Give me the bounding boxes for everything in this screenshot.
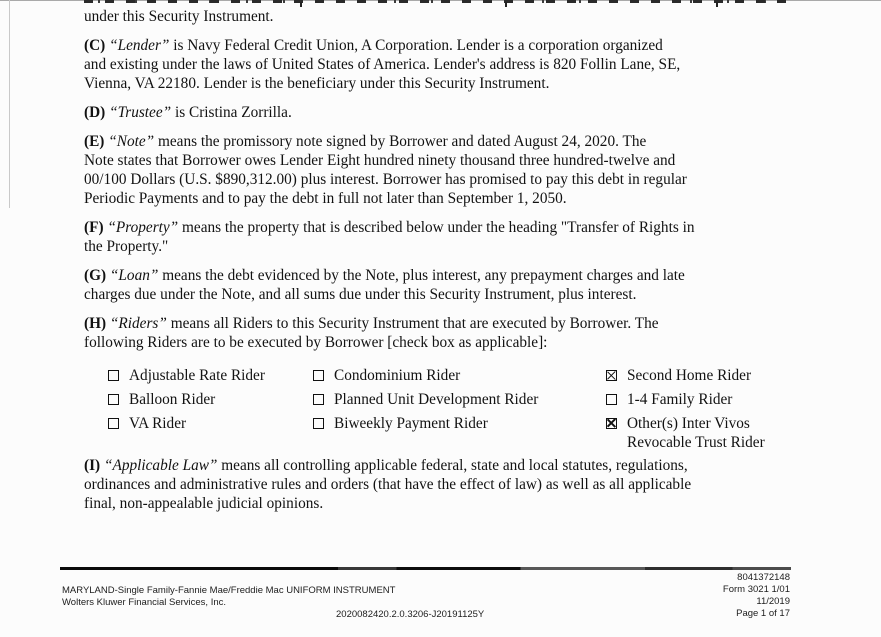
defined-term: “Note” bbox=[104, 133, 155, 150]
rider-option bbox=[606, 414, 794, 452]
rider-label: Adjustable Rate Rider bbox=[129, 367, 265, 384]
paragraph-label: (C) bbox=[84, 37, 106, 54]
text-line: (C) “Lender” is Navy Federal Credit Union, A Corporation. Lender is a corporation organized bbox=[84, 37, 663, 54]
checkbox-unchecked-icon[interactable] bbox=[606, 394, 617, 405]
footer-version-code: 2020082420.2.0.3206-J20191125Y bbox=[336, 609, 485, 620]
defined-term: “Applicable Law” bbox=[100, 457, 218, 474]
rider-option bbox=[108, 414, 313, 433]
text-line: Note states that Borrower owes Lender Eight hundred ninety thousand three hundred-twelve and bbox=[84, 152, 676, 169]
footer-revision-date: 11/2019 bbox=[756, 596, 790, 607]
checkbox-unchecked-icon[interactable] bbox=[313, 370, 324, 381]
text-line: Vienna, VA 22180. Lender is the beneficiary under this Security Instrument. bbox=[84, 75, 550, 92]
rider-label: Condominium Rider bbox=[334, 367, 461, 384]
text-line: ordinances and administrative rules and orders (that have the effect of law) as well as all applicable bbox=[84, 476, 692, 493]
continuation-line: under this Security Instrument. bbox=[84, 8, 274, 25]
text-line: following Riders are to be executed by Borrower [check box as applicable]: bbox=[84, 334, 548, 351]
checkbox-unchecked-icon[interactable] bbox=[108, 418, 119, 429]
text-line: (D) “Trustee” is Cristina Zorrilla. bbox=[84, 104, 292, 121]
text-line: (H) “Riders” means all Riders to this Security Instrument that are executed by Borrower. The bbox=[84, 315, 659, 332]
rider-option bbox=[108, 366, 313, 390]
riders-column-2 bbox=[313, 366, 606, 452]
checkbox-unchecked-icon[interactable] bbox=[108, 394, 119, 405]
document-body bbox=[84, 7, 794, 513]
text-line: the Property." bbox=[84, 238, 169, 255]
rider-label: Biweekly Payment Rider bbox=[334, 415, 488, 432]
paragraph-label: (F) bbox=[84, 219, 104, 236]
paragraphs-container bbox=[84, 36, 794, 352]
text-line: charges due under the Note, and all sums due under this Security Instrument, plus interest. bbox=[84, 286, 637, 303]
rider-label: Planned Unit Development Rider bbox=[334, 391, 539, 408]
text-line: final, non-appealable judicial opinions. bbox=[84, 495, 324, 512]
paragraph-F bbox=[84, 218, 794, 256]
text-line: (E) “Note” means the promissory note signed by Borrower and dated August 24, 2020. The bbox=[84, 133, 647, 150]
riders-grid bbox=[108, 366, 794, 452]
rider-label: Other(s) Inter Vivos Revocable Trust Rider bbox=[627, 415, 765, 451]
footer-rule bbox=[60, 567, 791, 570]
defined-term: “Property” bbox=[103, 219, 179, 236]
footer-form-number: Form 3021 1/01 bbox=[722, 584, 790, 595]
paragraph-H bbox=[84, 314, 794, 352]
rider-label: VA Rider bbox=[129, 415, 187, 432]
defined-term: “Loan” bbox=[106, 267, 159, 284]
rider-option bbox=[313, 414, 606, 433]
riders-column-3 bbox=[606, 366, 794, 452]
paragraph-label: (H) bbox=[84, 315, 107, 332]
footer-loan-number: 8041372148 bbox=[737, 572, 790, 583]
paragraph-D bbox=[84, 103, 794, 122]
riders-column-1 bbox=[108, 366, 313, 452]
defined-term: “Riders” bbox=[106, 315, 167, 332]
paragraph-label: (I) bbox=[84, 457, 101, 474]
paragraph-label: (G) bbox=[84, 267, 107, 284]
scan-left-edge-artifact bbox=[9, 0, 10, 208]
rider-option bbox=[313, 390, 606, 414]
checkbox-checked-icon[interactable] bbox=[606, 418, 617, 429]
text-line: (I) “Applicable Law” means all controlling applicable federal, state and local statutes, regulations, bbox=[84, 457, 688, 474]
paragraph-label: (E) bbox=[84, 133, 105, 150]
footer-page-number: Page 1 of 17 bbox=[736, 608, 790, 619]
rider-option bbox=[108, 390, 313, 414]
footer-company-name: Wolters Kluwer Financial Services, Inc. bbox=[62, 597, 227, 608]
paragraph-E bbox=[84, 132, 794, 208]
checkbox-unchecked-icon[interactable] bbox=[313, 394, 324, 405]
rider-label: Second Home Rider bbox=[627, 367, 752, 384]
text-line: 00/100 Dollars (U.S. $890,312.00) plus interest. Borrower has promised to pay this debt in regular bbox=[84, 171, 687, 188]
paragraph-G bbox=[84, 266, 794, 304]
defined-term: “Trustee” bbox=[105, 104, 172, 121]
rider-option bbox=[313, 366, 606, 390]
text-line: (G) “Loan” means the debt evidenced by the Note, plus interest, any prepayment charges and late bbox=[84, 267, 685, 284]
footer-right-block bbox=[723, 572, 790, 620]
checkbox-checked-icon[interactable] bbox=[606, 370, 617, 381]
rider-label: Balloon Rider bbox=[129, 391, 216, 408]
checkbox-unchecked-icon[interactable] bbox=[313, 418, 324, 429]
defined-term: “Lender” bbox=[105, 37, 170, 54]
footer-instrument-title: MARYLAND-Single Family-Fannie Mae/Freddie Mac UNIFORM INSTRUMENT bbox=[62, 585, 396, 596]
text-line: and existing under the laws of United States of America. Lender's address is 820 Follin Lane, SE, bbox=[84, 56, 681, 73]
clipped-line-fragments bbox=[84, 0, 794, 3]
paragraph-I bbox=[84, 456, 794, 513]
text-line: Periodic Payments and to pay the debt in full not later than September 1, 2050. bbox=[84, 190, 567, 207]
text-line: (F) “Property” means the property that is described below under the heading "Transfer of Rights in bbox=[84, 219, 695, 236]
footer-left-block bbox=[62, 585, 395, 609]
rider-label: 1-4 Family Rider bbox=[627, 391, 733, 408]
rider-option bbox=[606, 366, 794, 390]
rider-option bbox=[606, 390, 794, 414]
checkbox-unchecked-icon[interactable] bbox=[108, 370, 119, 381]
paragraph-C bbox=[84, 36, 794, 93]
closing-paragraphs-container bbox=[84, 456, 794, 513]
paragraph-label: (D) bbox=[84, 104, 106, 121]
